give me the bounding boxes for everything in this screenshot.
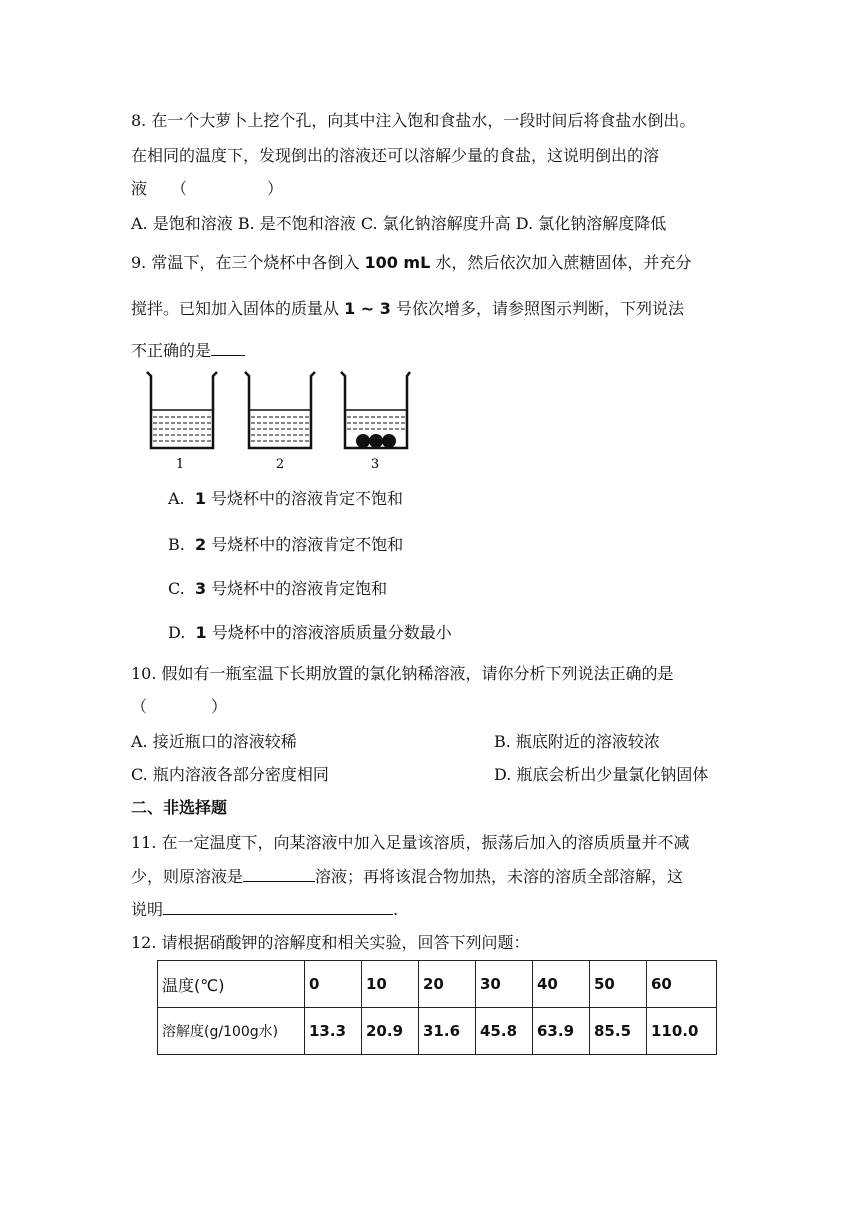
table-cell: 0 xyxy=(305,961,362,1008)
q9-line2-b: 号依次增多，请参照图示判断，下列说法 xyxy=(390,299,684,318)
section-heading: 二、非选择题 xyxy=(131,798,228,817)
table-cell: 20.9 xyxy=(362,1008,419,1055)
q11-line3-b: . xyxy=(393,900,399,919)
q11-line3 xyxy=(131,899,398,921)
undissolved-solid xyxy=(356,434,370,448)
table-cell: 50 xyxy=(590,961,647,1008)
q9-line1-b: 水，然后依次加入蔗糖固体，并充分 xyxy=(430,253,692,272)
option-letter: D. xyxy=(168,623,186,642)
undissolved-solid xyxy=(369,434,383,448)
table-cell: 40 xyxy=(533,961,590,1008)
q10-option-c[interactable]: C. 瓶内溶液各部分密度相同 xyxy=(131,765,329,784)
q11-line2 xyxy=(131,866,683,888)
option-letter: C. xyxy=(168,579,185,598)
beaker-number: 1 xyxy=(195,623,207,642)
q11-line2-b: 溶液；再将该混合物加热，未溶的溶质全部溶解，这 xyxy=(315,867,684,886)
table-cell: 10 xyxy=(362,961,419,1008)
q9-line1 xyxy=(131,252,691,274)
option-text: 号烧杯中的溶液肯定不饱和 xyxy=(205,489,404,508)
table-cell: 31.6 xyxy=(419,1008,476,1055)
q8-line1: 8. 在一个大萝卜上挖个孔，向其中注入饱和食盐水，一段时间后将食盐水倒出。 xyxy=(131,111,696,130)
q9-line2-a: 搅拌。已知加入固体的质量从 xyxy=(131,299,345,318)
table-cell: 85.5 xyxy=(590,1008,647,1055)
table-cell: 30 xyxy=(476,961,533,1008)
q8-line3: 液 （ ） xyxy=(131,179,284,198)
q9-option-a[interactable] xyxy=(168,488,403,510)
q9-option-c[interactable] xyxy=(168,578,387,600)
beaker-1 xyxy=(147,372,217,448)
option-text: 号烧杯中的溶液肯定不饱和 xyxy=(206,535,404,554)
table-cell: 110.0 xyxy=(647,1008,717,1055)
q9-answer-blank[interactable] xyxy=(211,341,245,356)
beaker-2 xyxy=(245,372,315,448)
beaker-label-2: 2 xyxy=(275,457,285,472)
beaker-label-1: 1 xyxy=(175,457,185,472)
beaker-number: 3 xyxy=(194,579,207,598)
option-letter: A. xyxy=(168,489,185,508)
solubility-table xyxy=(157,960,717,1055)
option-text: 号烧杯中的溶液肯定饱和 xyxy=(206,579,388,598)
q9-line3-text: 不正确的是 xyxy=(131,341,212,360)
table-cell: 45.8 xyxy=(476,1008,533,1055)
q11-blank-2[interactable] xyxy=(163,900,393,915)
temperature-header: 温度(℃) xyxy=(158,961,305,1008)
table-cell: 60 xyxy=(647,961,717,1008)
q9-option-b[interactable] xyxy=(168,534,403,556)
q8-line2: 在相同的温度下，发现倒出的溶液还可以溶解少量的食盐，这说明倒出的溶 xyxy=(131,146,660,165)
table-cell: 20 xyxy=(419,961,476,1008)
q9-volume: 100 mL xyxy=(364,253,431,272)
beakers-figure xyxy=(131,366,411,474)
beaker-label-3: 3 xyxy=(370,457,380,472)
table-row xyxy=(158,1008,717,1055)
q10-line2: （ ） xyxy=(131,697,228,716)
q10-line1: 10. 假如有一瓶室温下长期放置的氯化钠稀溶液，请你分析下列说法正确的是 xyxy=(131,664,674,683)
q10-option-b[interactable]: B. 瓶底附近的溶液较浓 xyxy=(494,732,660,751)
table-cell: 63.9 xyxy=(533,1008,590,1055)
undissolved-solid xyxy=(382,434,396,448)
beaker-number: 1 xyxy=(194,489,206,508)
q9-line1-a: 9. 常温下，在三个烧杯中各倒入 xyxy=(131,253,365,272)
q9-line2 xyxy=(131,298,684,320)
q10-option-a[interactable]: A. 接近瓶口的溶液较稀 xyxy=(131,732,297,751)
q11-blank-1[interactable] xyxy=(243,867,315,882)
table-cell: 13.3 xyxy=(305,1008,362,1055)
option-letter: B. xyxy=(168,535,185,554)
q12-line1: 12. 请根据硝酸钾的溶解度和相关实验，回答下列问题： xyxy=(131,933,530,952)
q9-range: 1 ~ 3 xyxy=(344,299,391,318)
beaker-number: 2 xyxy=(195,535,207,554)
q11-line3-a: 说明 xyxy=(131,900,164,919)
table-row xyxy=(158,961,717,1008)
q10-option-d[interactable]: D. 瓶底会析出少量氯化钠固体 xyxy=(494,765,709,784)
solubility-header: 溶解度(g/100g水) xyxy=(158,1008,305,1055)
q11-line1: 11. 在一定温度下，向某溶液中加入足量该溶质，振荡后加入的溶质质量并不减 xyxy=(131,833,690,852)
q9-option-d[interactable] xyxy=(168,622,452,644)
q9-line3 xyxy=(131,340,245,362)
q11-line2-a: 少，则原溶液是 xyxy=(131,867,244,886)
beaker-3 xyxy=(341,372,410,448)
option-text: 号烧杯中的溶液溶质质量分数最小 xyxy=(206,623,452,642)
q8-options: A. 是饱和溶液 B. 是不饱和溶液 C. 氯化钠溶解度升高 D. 氯化钠溶解度降低 xyxy=(131,214,667,233)
